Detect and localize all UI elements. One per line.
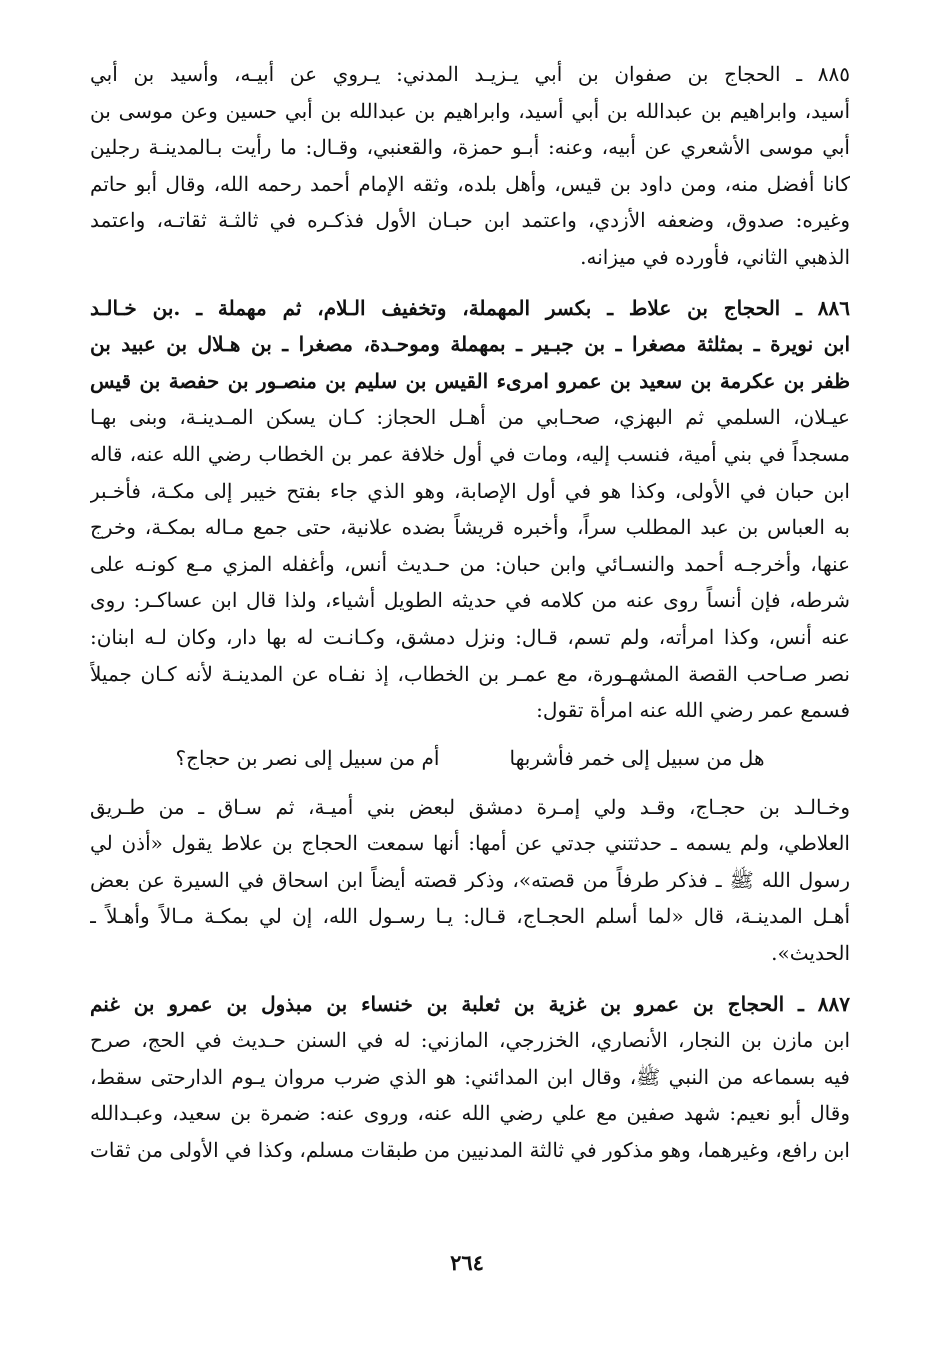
text-line: نصر صـاحب القصة المشهـورة، مع عمـر بن الخطاب، إذ نفـاه عن المدينـة لأنه كـان جميلاً — [90, 661, 850, 686]
text-line: رسول الله ﷺ ـ فذكر طرفاً من قصته»، وذكر قصته أيضاً ابن اسحاق في السيرة عن بعض — [90, 867, 850, 892]
text-line: فيه بسماعه من النبي ﷺ، وقال ابن المدائني: هو الذي ضرب مروان يـوم الدارحتى سقط، — [90, 1064, 850, 1089]
text-line: ابن رافع، وغيرهما، وهو مذكور في ثالثة المدنيين من طبقات مسلم، وكذا في الأولى من ثقات — [90, 1138, 850, 1163]
text-line: أبي موسى الأشعري عن أبيه، وعنه: أبـو حمزة، والقعنبي، وقـال: ما رأيت بـالمدينـة رجلين — [90, 135, 850, 160]
text-line: أهـل المدينـة، قال «لما أسلم الحجـاج، قـال: يـا رسـول الله، إن لي بمكـة مـالاً وأهـلاً ـ — [90, 904, 850, 929]
text-line: مسجداً في بني أمية، فنسب إليه، ومات في أول خلافة عمر بن الخطاب رضي الله عنه، قاله — [90, 441, 850, 466]
text-line: ابن حبان في الأولى، وكذا هو في أول الإصابة، وهو الذي جاء بفتح خيبر إلى مكـة، فأخـبر — [90, 478, 850, 503]
text-line: عنه أنس، وكذا امرأته، ولم تسم، قـال: ونزل دمشق، وكـانـت له بها دار، وكان لـه ابنان: — [90, 624, 850, 649]
text-line: الذهبي الثاني، فأورده في ميزانه. — [580, 244, 850, 269]
poem-verse — [90, 733, 850, 783]
text-line: ظفر بن عكرمة بن سعيد بن عمرو امرىء القيس بن سليم بن منصـور بن حفصة بن قيس — [90, 368, 850, 393]
entry-887 — [90, 986, 850, 1169]
page-body — [90, 56, 850, 1183]
text-line: الحديث». — [771, 941, 850, 966]
entry-885 — [90, 56, 850, 276]
text-line: وقال أبو نعيم: شهد صفين مع علي رضي الله عنه، وروى عنه: ضمرة بن سعيد، وعبـدالله — [90, 1101, 850, 1126]
page-number: ٢٦٤ — [450, 1250, 484, 1275]
text-line: ٨٨٥ ـ الحجاج بن صفوان بن أبي يـزيـد المدني: يـروي عن أبيـه، وأسيد بن أبي — [90, 62, 850, 86]
text-line: العلاطي، ولم يسمه ـ حدثتني جدتي عن أمها: أنها سمعت الحجاج بن علاط يقول «أذن لي — [90, 831, 850, 856]
text-line: أسيد، وابراهيم بن عبدالله بن أبي أسيد، وابراهيم بن عبدالله بن أبي حسين وعن موسى بن — [90, 98, 850, 123]
text-line: وغيره: صدوق، وضعفه الأزدي، واعتمد ابن حبـان الأول فذكـره في ثالثـة ثقاتـه، واعتمد — [90, 208, 850, 233]
text-line: ٨٨٧ ـ الحجاج بن عمرو بن غزية بن ثعلبة بن خنساء بن مبذول بن عمرو بن غنم — [90, 991, 850, 1016]
entry-886 — [90, 290, 850, 972]
text-line: وخـالـد بن حجـاج، وقـد ولي إمـرة دمشق لبعض بني أميـة، ثم سـاق ـ من طـريق — [90, 794, 850, 819]
text-line: عيـلان، السلمي ثم البهزي، صحـابي من أهـل الحجاز: كـان يسكن المـدينـة، وبنى بهـا — [90, 405, 850, 430]
text-line: به العباس بن عبد المطلب سراً، وأخبره قريشاً بضده علانية، حتى جمع مـاله بمكـة، وخرج — [90, 515, 850, 540]
text-line: فسمع عمر رضي الله عنه امرأة تقول: — [536, 698, 850, 723]
poem-first-hemistich: هل من سبيل إلى خمر فأشربها — [509, 745, 765, 770]
text-line: ٨٨٦ ـ الحجاج بن علاط ـ بكسر المهملة، وتخفيف الـلام، ثم مهملة ـ .بن خـالـد — [90, 295, 850, 320]
text-line: ابن نويرة ـ بمثلثة مصغرا ـ بن جبـير ـ بمهملة وموحـدة، مصغرا ـ بن هـلال بن عبيد بن — [90, 332, 850, 357]
text-line: عنها، وأخرجـه أحمد والنسـائي وابن حبان: من حـديث أنس، وأغفله المزي مـع كونـه على — [90, 551, 850, 576]
text-line: كانا أفضل منه، ومن داود بن قيس، وأهل بلده، وثقه الإمام أحمد رحمه الله، وقال أبو حاتم — [90, 171, 850, 196]
poem-second-hemistich: أم من سبيل إلى نصر بن حجاج؟ — [175, 745, 440, 770]
text-line: ابن مازن بن النجار، الأنصاري، الخزرجي، المازني: له في السنن حـديث في الحج، صرح — [90, 1028, 850, 1053]
text-line: شرطه، فإن أنساً روى عنه من كلامه في حديثه الطويل أشياء، ولذا قال ابن عساكـر: روى — [90, 588, 850, 613]
